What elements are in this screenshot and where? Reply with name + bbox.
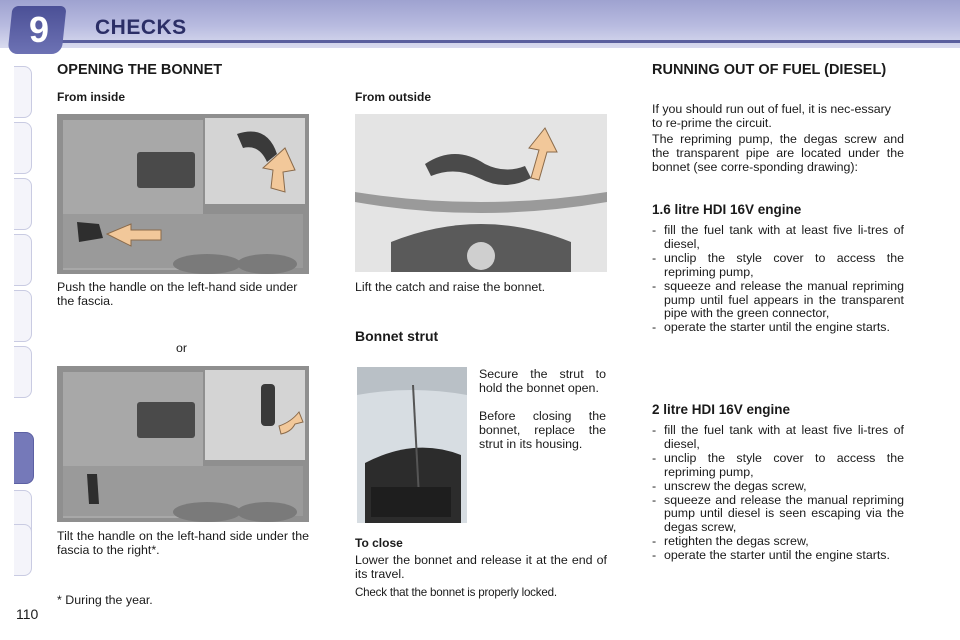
inside-handle-illustration-2: [57, 366, 309, 522]
bonnet-strut-para-1: Secure the strut to hold the bonnet open.: [479, 367, 606, 395]
bonnet-strut-illustration: [357, 367, 467, 523]
bonnet-strut-para-2: Before closing the bonnet, replace the strut in its housing.: [479, 409, 606, 451]
engine-16-steps: [652, 224, 904, 335]
list-item: - fill the fuel tank with at least five li-tres of diesel,: [652, 224, 904, 252]
opening-bonnet-title: OPENING THE BONNET: [57, 62, 223, 78]
bonnet-strut-title: Bonnet strut: [355, 328, 439, 344]
thumb-tab-active[interactable]: [14, 432, 34, 484]
running-out-para-2: The repriming pump, the degas screw and the transparent pipe are located under the bonnet (see corre-sponding drawing):: [652, 132, 904, 174]
from-inside-label: From inside: [57, 90, 126, 104]
thumb-tab[interactable]: [14, 346, 32, 398]
thumb-index: [14, 66, 34, 576]
chapter-number: 9: [28, 9, 50, 50]
engine-20-steps: [652, 424, 904, 563]
page-number: 110: [16, 606, 39, 622]
thumb-tab[interactable]: [14, 290, 32, 342]
list-item: - squeeze and release the manual repriming pump until diesel is seen escaping via the degas screw,: [652, 494, 904, 536]
thumb-tab[interactable]: [14, 178, 32, 230]
list-item: - operate the starter until the engine starts.: [652, 321, 904, 335]
outside-catch-illustration: [355, 114, 607, 272]
header-rule: [60, 40, 960, 43]
list-item: - unclip the style cover to access the repriming pump,: [652, 252, 904, 280]
to-close-text: Lower the bonnet and release it at the end of its travel.: [355, 553, 607, 581]
inside-handle-illustration-1: [57, 114, 309, 274]
thumb-tab[interactable]: [14, 234, 32, 286]
engine-16-title: 1.6 litre HDI 16V engine: [652, 202, 802, 217]
thumb-tab[interactable]: [14, 66, 32, 118]
running-out-title: RUNNING OUT OF FUEL (DIESEL): [652, 62, 887, 78]
from-outside-caption: Lift the catch and raise the bonnet.: [355, 280, 546, 294]
thumb-tab[interactable]: [14, 524, 32, 576]
check-locked-text: Check that the bonnet is properly locked.: [355, 586, 557, 599]
list-item: - squeeze and release the manual repriming pump until fuel appears in the transparent pipe with the green connector,: [652, 280, 904, 322]
or-label: or: [176, 341, 188, 355]
thumb-tab[interactable]: [14, 122, 32, 174]
chapter-title: CHECKS: [95, 16, 187, 39]
list-item: - unscrew the degas screw,: [652, 480, 904, 494]
from-outside-label: From outside: [355, 90, 432, 104]
list-item: - operate the starter until the engine starts.: [652, 549, 904, 563]
footnote: * During the year.: [57, 593, 153, 607]
from-inside-caption-1: Push the handle on the left-hand side under the fascia.: [57, 280, 298, 308]
engine-20-title: 2 litre HDI 16V engine: [652, 402, 791, 417]
from-inside-caption-2: Tilt the handle on the left-hand side under the fascia to the right*.: [57, 529, 309, 557]
list-item: - unclip the style cover to access the repriming pump,: [652, 452, 904, 480]
list-item: - fill the fuel tank with at least five li-tres of diesel,: [652, 424, 904, 452]
to-close-title: To close: [355, 536, 403, 550]
running-out-para-1: If you should run out of fuel, it is nec-essary to re-prime the circuit.: [652, 102, 891, 130]
list-item: - retighten the degas screw,: [652, 535, 904, 549]
